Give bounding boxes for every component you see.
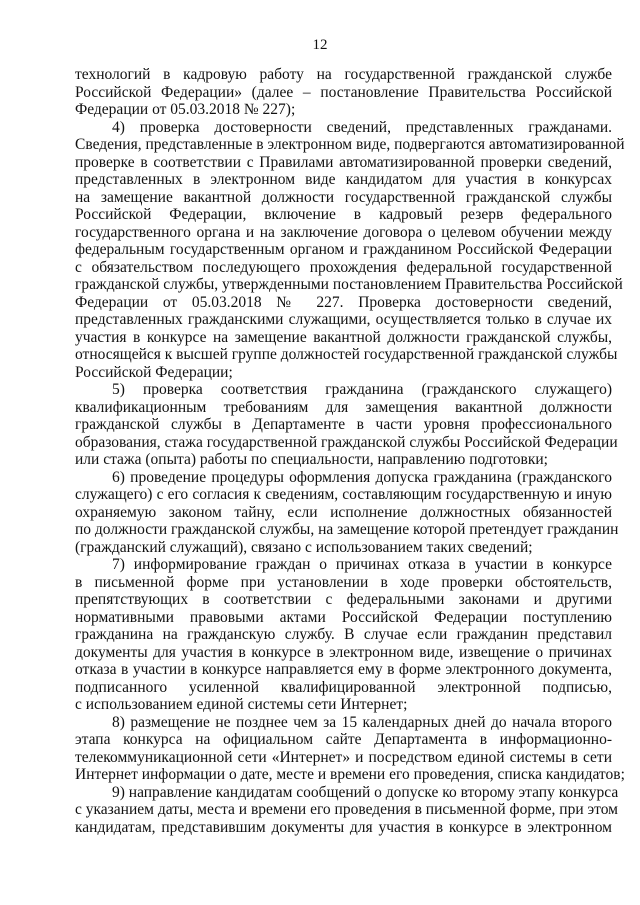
text-line: на замещение вакантной должности государственной гражданской службы (75, 188, 612, 206)
paragraph-p-item-4 (75, 118, 625, 382)
text-line: Федерации от 05.03.2018 № 227. Проверка достоверности сведений, (75, 293, 612, 311)
text-line: представленных гражданскими служащими, осуществляется только в случае их (75, 311, 612, 328)
text-line: относящейся к высшей группе должностей государственной гражданской службы (75, 346, 618, 363)
text-line: документы для участия в конкурсе в электронном виде, извещение о причинах (75, 643, 612, 661)
text-line: или стажа (опыта) работы по специальности, направлению подготовки; (75, 451, 548, 468)
text-line: представленных в электронном виде кандидатом для участия в конкурсах (75, 171, 612, 188)
paragraph-p-continuation (75, 66, 612, 119)
text-line: охраняемую законом тайну, если исполнение должностных обязанностей (75, 503, 612, 521)
text-line: с использованием единой системы сети Интернет; (75, 696, 408, 713)
paragraph-p-item-7 (75, 556, 612, 714)
text-line: кандидатам, представившим документы для участия в конкурсе в электронном (75, 818, 612, 836)
text-line: квалификационным требованиям для замещения вакантной должности (75, 398, 612, 416)
text-line: федеральным государственным органом и гражданином Российской Федерации (75, 241, 612, 258)
text-line: участия в конкурсе на замещение вакантной должности гражданской службы, (75, 328, 612, 346)
text-line: с указанием даты, места и времени его проведения в письменной форме, при этом (75, 801, 618, 818)
text-line: в письменной форме при установлении в ходе проверки обстоятельств, (75, 573, 612, 591)
document-body (75, 66, 625, 836)
text-line: технологий в кадровую работу на государственной гражданской службе (75, 66, 612, 83)
text-line: 8) размещение не позднее чем за 15 календарных дней до начала второго (112, 713, 612, 731)
text-line: Российской Федерации» (далее – постановление Правительства Российской (75, 83, 612, 101)
text-line: 5) проверка соответствия гражданина (гражданского служащего) (112, 381, 612, 398)
paragraph-p-item-8 (75, 713, 625, 784)
text-line: Сведения, представленные в электронном виде, подвергаются автоматизированной (75, 136, 625, 153)
text-line: по должности гражданской службы, на замещение которой претендует гражданин (75, 521, 619, 538)
text-line: гражданской службы в Департаменте в части уровня профессионального (75, 416, 612, 433)
text-line: телекоммуникационной сети «Интернет» и посредством единой системы в сети (75, 748, 612, 766)
text-line: Российской Федерации, включение в кадровый резерв федерального (75, 206, 612, 223)
text-line: подписанного усиленной квалифицированной электронной подписью, (75, 678, 612, 696)
paragraph-p-item-6 (75, 468, 619, 557)
page-number: 12 (312, 37, 328, 53)
text-line: препятствующих в соответствии с федеральными законами и другими (75, 591, 612, 608)
text-line: служащего) с его согласия к сведениям, составляющим государственную и иную (75, 486, 612, 503)
text-line: этапа конкурса на официальном сайте Департамента в информационно- (75, 731, 612, 748)
text-line: отказа в участии в конкурсе направляется ему в форме электронного документа, (75, 661, 612, 678)
text-line: нормативными правовыми актами Российской Федерации поступлению (75, 608, 612, 626)
text-line: Федерации от 05.03.2018 № 227); (75, 101, 296, 118)
paragraph-p-item-9 (75, 783, 619, 837)
text-line: Интернет информации о дате, месте и времени его проведения, списка кандидатов; (75, 766, 625, 783)
text-line: образования, стажа государственной гражданской службы Российской Федерации (75, 433, 618, 451)
text-line: 7) информирование граждан о причинах отказа в участии в конкурсе (112, 556, 612, 573)
text-line: гражданина на гражданскую службу. В случае если гражданин представил (75, 626, 612, 643)
text-line: проверке в соответствии с Правилами автоматизированной проверки сведений, (75, 153, 612, 171)
text-line: Российской Федерации; (75, 363, 233, 381)
text-line: 9) направление кандидатам сообщений о допуске ко второму этапу конкурса (112, 783, 619, 801)
text-line: 4) проверка достоверности сведений, представленных гражданами. (112, 118, 612, 136)
text-line: государственного органа и на заключение договора о целевом обучении между (75, 223, 612, 241)
text-line: 6) проведение процедуры оформления допуска гражданина (гражданского (112, 468, 612, 486)
paragraph-p-item-5 (75, 381, 618, 469)
text-line: (гражданский служащий), связано с использованием таких сведений; (75, 538, 533, 556)
text-line: с обязательством последующего прохождения федеральной государственной (75, 258, 612, 276)
text-line: гражданской службы, утвержденными постановлением Правительства Российской (75, 276, 623, 293)
